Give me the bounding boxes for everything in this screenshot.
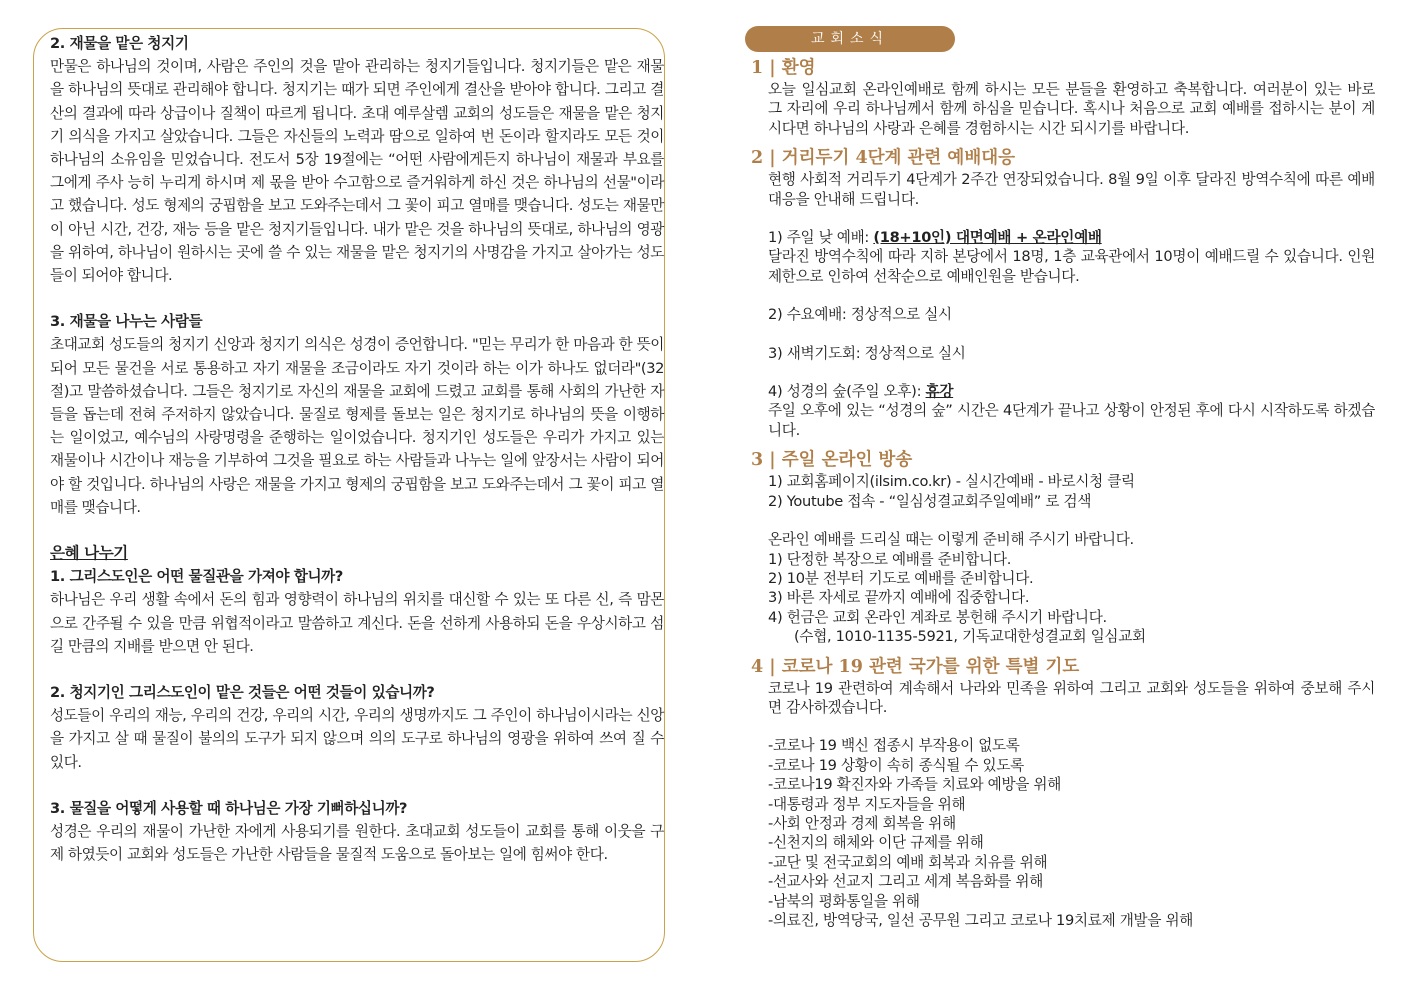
news-heading: 3 | 주일 온라인 방송 [751,450,913,471]
question: 3. 물질을 어떻게 사용할 때 하나님은 가장 기뻐하십니까? [50,799,408,817]
prayer-item: -신천지의 해체와 이단 규제를 위해 [768,834,984,852]
church-news-badge: 교회소식 [745,26,955,52]
prayer-item: -의료진, 방역당국, 일선 공무원 그리고 코로나 19치료제 개발을 위해 [768,912,1194,929]
prayer-item: -교단 및 전국교회의 예배 회복과 치유를 위해 [768,853,1048,871]
prep-intro: 온라인 예배를 드리실 때는 이렇게 준비해 주시기 바랍니다. [768,531,1134,549]
prayer-item: -선교사와 선교지 그리고 세계 복음화를 위해 [768,873,1044,891]
news-body: 현행 사회적 거리두기 4단계가 2주간 연장되었습니다. 8월 9일 이후 달라진 방역수칙에 따른 예배 대응을 안내해 드립니다. [768,171,1375,208]
news-body: 오늘 일심교회 온라인예배로 함께 하시는 모든 분들을 환영하고 축복합니다. 여러분이 있는 바로 그 자리에 우리 하나님께서 함께 하심을 믿습니다. 혹시나 처음으로 교회 예배를 접하시는 분이 계시다면 하나님의 사랑과 은혜를 경험하시는 시간 되시기를 바랍니다. [768,81,1375,137]
prayer-item: -대통령과 정부 지도자들을 위해 [768,795,966,813]
service-item: 2) 수요예배: 정상적으로 실시 [768,306,952,324]
left-column [50,32,664,867]
answer: 성경은 우리의 재물이 가난한 자에게 사용되기를 원한다. 초대교회 성도들이 교회를 통해 이웃을 구제 하였듯이 교회와 성도들은 가난한 사람들을 물질적 도움으로 돌아보는 일에 힘써야 한다. [50,823,664,864]
news-heading: 2 | 거리두기 4단계 관련 예배대응 [751,148,1016,169]
service-item: 3) 새벽기도회: 정상적으로 실시 [768,344,966,362]
service-item-emphasis: 휴강 [925,383,954,401]
news-body: 코로나 19 관련하여 계속해서 나라와 민족을 위하여 그리고 교회와 성도들을 위하여 중보해 주시면 감사하겠습니다. [768,679,1375,716]
prayer-item: -코로나 19 백신 접종시 부작용이 없도록 [768,737,1020,755]
section-body: 초대교회 성도들의 청지기 신앙과 청지기 의식은 성경이 증언합니다. "믿는 무리가 한 마음과 한 뜻이 되어 모든 물건을 서로 통용하고 자기 재물을 조금이라도 자기 것이라 하는 이가 하나도 없더라"(32절)고 말씀하셨습니다. 그들은 청지기로 자신의 재물을 교회에 드렸고 교회를 통해 사회의 가난한 자들을 돕는데 전혀 주저하지 않았습니다. 물질로 형제를 돌보는 일은 청지기로 하나님의 뜻을 이행하는 일이었고, 예수님의 사랑명령을 준행하는 일이었습니다. 청지기인 성도들은 우리가 가지고 있는 재물이나 시간이나 재능을 기부하여 그것을 필요로 하는 사람들과 나누는 일에 앞장서는 사람이 되어야 할 것입니다. 하나님의 사랑은 재물을 가지고 형제의 궁핍함을 보고 도와주는데서 그 꽃이 피고 열매를 맺습니다. [50,336,664,516]
answer: 하나님은 우리 생활 속에서 돈의 힘과 영향력이 하나님의 위치를 대신할 수 있는 또 다른 신, 즉 맘몬으로 간주될 수 있을 만큼 위협적이라고 말씀하고 계신다. 돈을 선하게 사용하되 돈을 우상시하고 섬길 만큼의 지배를 받으면 안 된다. [50,591,664,655]
service-item-body: 주일 오후에 있는 “성경의 숲” 시간은 4단계가 끝나고 상황이 안정된 후에 다시 시작하도록 하겠습니다. [768,402,1375,439]
news-heading: 4 | 코로나 19 관련 국가를 위한 특별 기도 [751,656,1080,677]
broadcast-step: 1) 교회홈페이지(ilsim.co.kr) - 실시간예배 - 바로시청 클릭 [768,473,1135,491]
section-title: 3. 재물을 나누는 사람들 [50,313,203,331]
question: 2. 청지기인 그리스도인이 맡은 것들은 어떤 것들이 있습니까? [50,684,435,702]
news-section-distancing [751,146,1375,440]
broadcast-step: 2) Youtube 접속 - “일심성결교회주일예배” 로 검색 [768,492,1092,510]
church-news-column [745,26,1375,930]
news-heading: 1 | 환영 [751,58,816,78]
prep-item: 2) 10분 전부터 기도로 예배를 준비합니다. [768,569,1034,587]
section-body: 만물은 하나님의 것이며, 사람은 주인의 것을 맡아 관리하는 청지기들입니다. 청지기들은 맡은 재물을 하나님의 뜻대로 관리해야 합니다. 청지기는 때가 되면 주인에게 결산을 받아야 합니다. 그리고 결산의 결과에 따라 상급이나 질책이 따르게 됩니다. 초대 예루살렘 교회의 성도들은 재물을 맡은 청지기 의식을 가지고 살았습니다. 그들은 자신들의 노력과 땀으로 일하여 번 돈이라 할지라도 모든 것이 하나님의 소유임을 믿었습니다. 전도서 5장 19절에는 “어떤 사람에게든지 하나님이 재물과 부요를 그에게 주사 능히 누리게 하시며 제 몫을 받아 수고함으로 즐거워하게 하신 것은 하나님의 선물"이라고 했습니다. 성도 형제의 궁핍함을 보고 도와주는데서 그 꽃이 피고 열매를 맺습니다. 성도는 재물만이 아닌 시간, 건강, 재능 등을 맡은 청지기들입니다. 내가 맡은 것을 하나님의 뜻대로, 하나님의 영광을 위하여, 하나님이 원하시는 곳에 쓸 수 있는 재물을 맡은 청지기의 사명감을 가지고 살아가는 성도들이 되어야 합니다. [50,58,664,285]
service-item: 1) 주일 낮 예배: (18+10인) 대면예배 + 온라인예배 [768,229,1102,247]
prep-item: 1) 단정한 복장으로 예배를 준비합니다. [768,550,1012,568]
question: 1. 그리스도인은 어떤 물질관을 가져야 합니까? [50,568,343,586]
prayer-item: -사회 안정과 경제 회복을 위해 [768,814,956,832]
prayer-item: -남북의 평화통일을 위해 [768,892,920,910]
service-item: 4) 성경의 숲(주일 오후): 휴강 [768,383,954,401]
prayer-item: -코로나19 확진자와 가족들 치료와 예방을 위해 [768,776,1061,794]
grace-sharing-heading: 은혜 나누기 [50,544,128,563]
prep-item: 4) 헌금은 교회 온라인 계좌로 봉헌해 주시기 바랍니다. [768,608,1107,626]
prayer-item: -코로나 19 상황이 속히 종식될 수 있도록 [768,756,1024,774]
section-title: 2. 재물을 맡은 청지기 [50,35,189,52]
answer: 성도들이 우리의 재능, 우리의 건강, 우리의 시간, 우리의 생명까지도 그 주인이 하나님이시라는 신앙을 가지고 살 때 물질이 불의의 도구가 되지 않으며 의의 도구로 하나님의 영광을 위하여 쓰여 질 수 있다. [50,707,664,771]
service-item-emphasis: (18+10인) 대면예배 + 온라인예배 [873,229,1102,247]
news-section-prayer [751,655,1375,931]
news-section-online [751,448,1375,646]
service-item-body: 달라진 방역수칙에 따라 지하 본당에서 18명, 1층 교육관에서 10명이 예배드릴 수 있습니다. 인원 제한으로 인하여 선착순으로 예배인원을 받습니다. [768,248,1375,285]
prep-item: (수협, 1010-1135-5921, 기독교대한성결교회 일심교회 [794,628,1146,646]
prep-item: 3) 바른 자세로 끝까지 예배에 집중합니다. [768,589,1030,607]
news-section-welcome [751,56,1375,138]
